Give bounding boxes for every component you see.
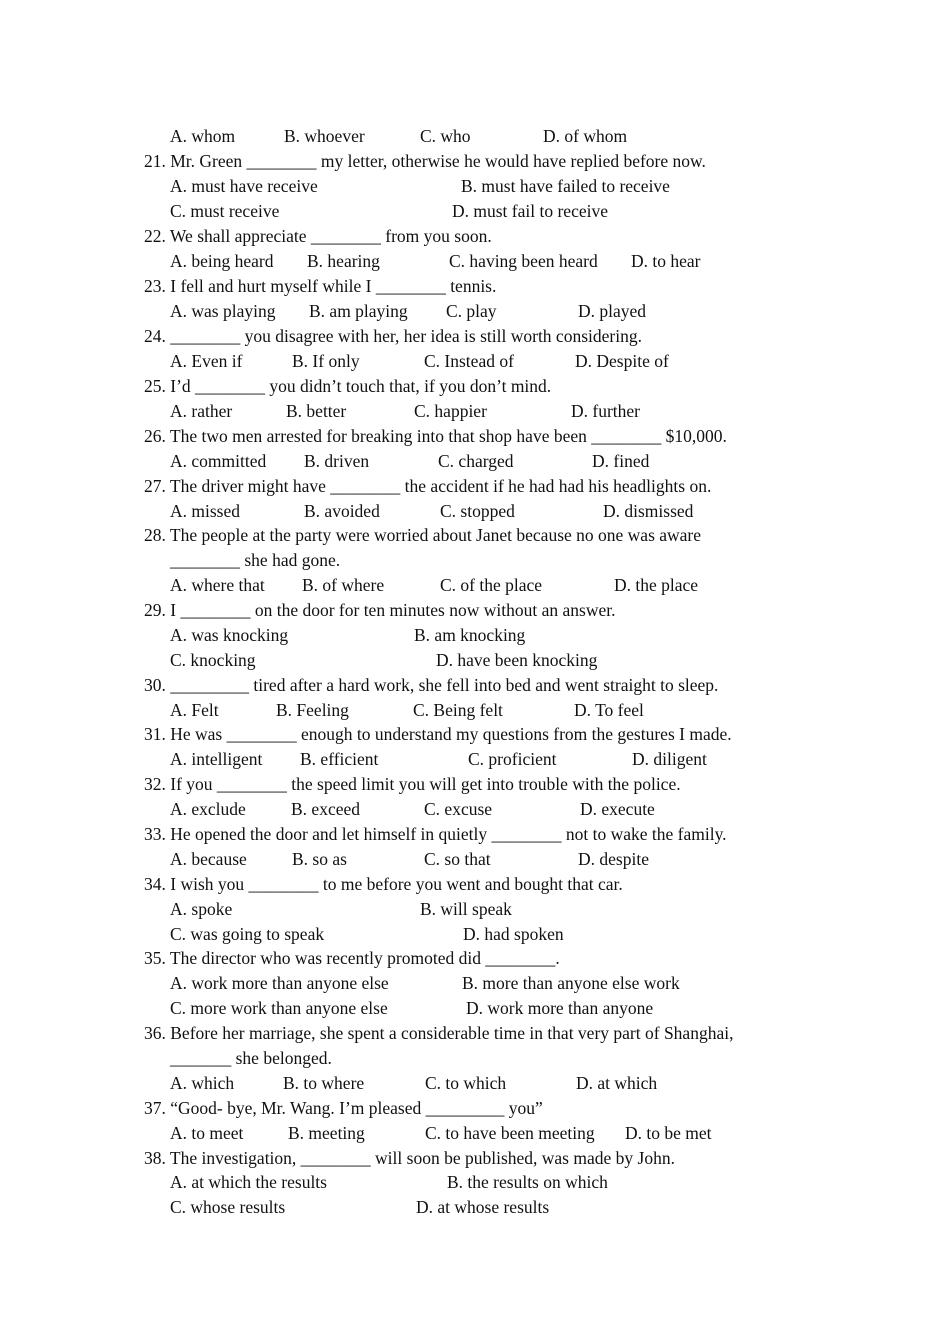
question-stem: 37. “Good- bye, Mr. Wang. I’m pleased _________ you”	[144, 1098, 543, 1118]
option-d: D. dismissed	[603, 501, 694, 521]
option-d: D. the place	[614, 575, 699, 595]
question-stem: 25. I’d ________ you didn’t touch that, if you don’t mind.	[144, 376, 552, 396]
option-c: C. happier	[414, 401, 487, 421]
question-stem: 21. Mr. Green ________ my letter, otherwise he would have replied before now.	[144, 151, 706, 171]
option-b: B. hearing	[307, 251, 380, 271]
option-a: A. whom	[170, 126, 236, 146]
option-b: B. am knocking	[414, 625, 526, 645]
option-d: D. Despite of	[575, 351, 669, 371]
option-a: A. exclude	[170, 799, 246, 819]
option-b: B. driven	[304, 451, 370, 471]
option-c: C. must receive	[170, 201, 280, 221]
option-c: C. to which	[425, 1073, 507, 1093]
option-b: B. whoever	[284, 126, 365, 146]
question-stem: 31. He was ________ enough to understand my questions from the gestures I made.	[144, 724, 732, 744]
option-d: D. further	[571, 401, 641, 421]
option-c: C. Instead of	[424, 351, 514, 371]
option-d: D. execute	[580, 799, 655, 819]
option-b: B. am playing	[309, 301, 408, 321]
option-b: B. will speak	[420, 899, 512, 919]
option-b: B. If only	[292, 351, 360, 371]
question-stem: 27. The driver might have ________ the accident if he had had his headlights on.	[144, 476, 712, 496]
option-a: A. to meet	[170, 1123, 244, 1143]
option-a: A. being heard	[170, 251, 274, 271]
option-c: C. knocking	[170, 650, 256, 670]
option-d: D. fined	[592, 451, 650, 471]
option-b: B. exceed	[291, 799, 360, 819]
option-c: C. whose results	[170, 1197, 286, 1217]
option-b: B. efficient	[300, 749, 379, 769]
option-a: A. spoke	[170, 899, 233, 919]
option-c: C. stopped	[440, 501, 515, 521]
question-stem-continued: _______ she belonged.	[170, 1048, 332, 1068]
option-a: A. Felt	[170, 700, 219, 720]
option-a: A. at which the results	[170, 1172, 327, 1192]
question-stem: 32. If you ________ the speed limit you will get into trouble with the police.	[144, 774, 681, 794]
option-b: B. the results on which	[447, 1172, 608, 1192]
option-a: A. where that	[170, 575, 265, 595]
option-d: D. To feel	[574, 700, 644, 720]
option-a: A. rather	[170, 401, 233, 421]
option-c: C. more work than anyone else	[170, 998, 388, 1018]
question-stem: 26. The two men arrested for breaking into that shop have been ________ $10,000.	[144, 426, 727, 446]
option-a: A. because	[170, 849, 247, 869]
option-b: B. more than anyone else work	[462, 973, 680, 993]
option-c: C. was going to speak	[170, 924, 325, 944]
question-stem: 29. I ________ on the door for ten minutes now without an answer.	[144, 600, 616, 620]
option-b: B. better	[286, 401, 347, 421]
option-d: D. have been knocking	[436, 650, 598, 670]
option-b: B. so as	[292, 849, 347, 869]
option-a: A. which	[170, 1073, 235, 1093]
question-stem: 24. ________ you disagree with her, her idea is still worth considering.	[144, 326, 642, 346]
question-stem: 36. Before her marriage, she spent a considerable time in that very part of Shanghai,	[144, 1023, 734, 1043]
option-b: B. avoided	[304, 501, 380, 521]
option-a: A. intelligent	[170, 749, 263, 769]
option-a: A. work more than anyone else	[170, 973, 389, 993]
option-d: D. played	[578, 301, 647, 321]
option-d: D. of whom	[543, 126, 628, 146]
question-stem: 23. I fell and hurt myself while I ________ tennis.	[144, 276, 497, 296]
option-d: D. to hear	[631, 251, 701, 271]
option-d: D. to be met	[625, 1123, 712, 1143]
option-c: C. Being felt	[413, 700, 503, 720]
option-a: A. Even if	[170, 351, 243, 371]
option-a: A. was knocking	[170, 625, 289, 645]
option-d: D. had spoken	[463, 924, 564, 944]
question-stem: 35. The director who was recently promoted did ________.	[144, 948, 560, 968]
option-c: C. play	[446, 301, 497, 321]
question-stem: 28. The people at the party were worried about Janet because no one was aware	[144, 525, 702, 545]
option-c: C. of the place	[440, 575, 543, 595]
question-stem: 34. I wish you ________ to me before you went and bought that car.	[144, 874, 623, 894]
option-a: A. was playing	[170, 301, 276, 321]
option-b: B. Feeling	[276, 700, 349, 720]
option-a: A. must have receive	[170, 176, 318, 196]
option-b: B. must have failed to receive	[461, 176, 670, 196]
option-d: D. must fail to receive	[452, 201, 608, 221]
question-stem: 33. He opened the door and let himself in quietly ________ not to wake the family.	[144, 824, 727, 844]
option-c: C. proficient	[468, 749, 557, 769]
option-c: C. having been heard	[449, 251, 598, 271]
option-d: D. at which	[576, 1073, 658, 1093]
option-c: C. so that	[424, 849, 491, 869]
option-d: D. despite	[578, 849, 649, 869]
question-stem: 38. The investigation, ________ will soon be published, was made by John.	[144, 1148, 675, 1168]
option-d: D. at whose results	[416, 1197, 550, 1217]
question-stem-continued: ________ she had gone.	[170, 550, 341, 570]
option-c: C. charged	[438, 451, 514, 471]
question-stem: 22. We shall appreciate ________ from you soon.	[144, 226, 492, 246]
option-b: B. of where	[302, 575, 385, 595]
option-b: B. meeting	[288, 1123, 365, 1143]
option-c: C. who	[420, 126, 471, 146]
option-d: D. work more than anyone	[466, 998, 654, 1018]
option-a: A. committed	[170, 451, 267, 471]
option-b: B. to where	[283, 1073, 365, 1093]
option-d: D. diligent	[632, 749, 707, 769]
option-c: C. to have been meeting	[425, 1123, 595, 1143]
question-stem: 30. _________ tired after a hard work, she fell into bed and went straight to sleep.	[144, 675, 719, 695]
option-c: C. excuse	[424, 799, 493, 819]
option-a: A. missed	[170, 501, 240, 521]
